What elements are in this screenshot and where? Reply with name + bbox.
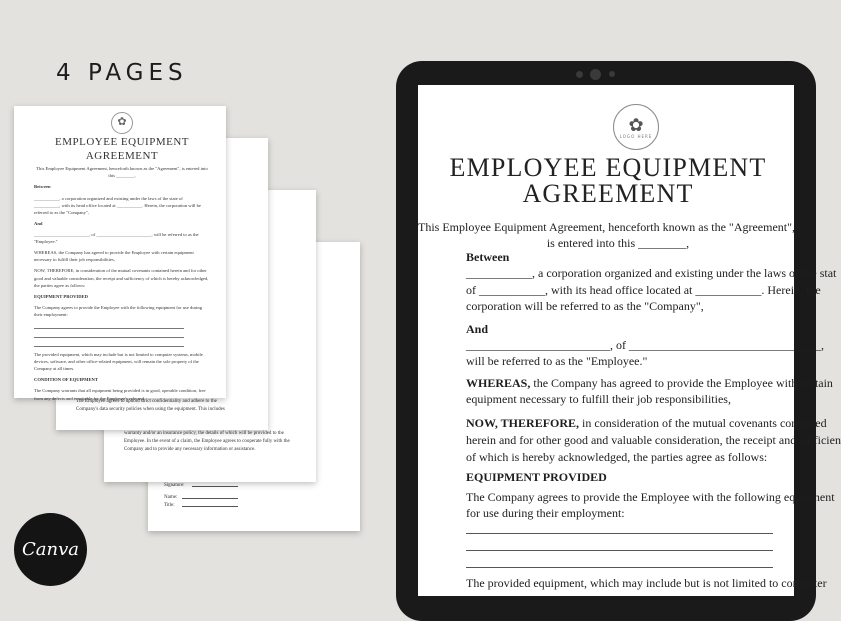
whereas-line-2: equipment necessary to fulfill their job responsibilities, <box>466 392 731 406</box>
document-title-line1: EMPLOYEE EQUIPMENT <box>449 153 767 182</box>
blank-line <box>466 533 773 534</box>
and-heading: And <box>466 322 489 336</box>
whereas-text: the Company has agreed to provide the Employee with certain <box>530 376 833 390</box>
logo-icon: ✿ <box>111 112 133 134</box>
therefore-text: in consideration of the mutual covenants contained <box>579 416 827 430</box>
p1-whereas: WHEREAS, the Company has agreed to provide the Employee with certain equipment necessary to fulfill their job responsibilities, <box>34 250 194 263</box>
headline: 4 PAGES <box>56 60 188 86</box>
therefore-line-3: of which is hereby acknowledged, the parties agree as follows: <box>466 450 768 464</box>
whereas-label: WHEREAS, <box>466 376 531 390</box>
p1-heading-condition: CONDITION OF EQUIPMENT <box>34 377 98 383</box>
p1-final: The provided equipment, which may include but is not limited to computer systems, mobile devices, software, and other office-related equipment, will remain the sole property of the Company at all times. <box>34 352 203 372</box>
provided-line-2: for use during their employment: <box>466 506 625 520</box>
title-label: Title: <box>164 503 175 508</box>
camera-lens-icon <box>590 69 601 80</box>
tablet-screen <box>418 85 841 596</box>
whereas-line-1 <box>466 377 833 389</box>
p1-blank-line <box>34 322 184 329</box>
intro-line-1: This Employee Equipment Agreement, henceforth known as the "Agreement", <box>418 220 796 234</box>
p3-text-2: Employee. In the event of a claim, the Employee agrees to cooperate fully with the <box>124 439 290 444</box>
p1-employee: ________________________, of ________________________, will be referred to as the "Employee." <box>34 231 199 245</box>
p3-text-3: Company and to provide any necessary information or assistance. <box>124 447 256 452</box>
between-heading: Between <box>466 250 510 264</box>
employee-line-1: ________________________, of ________________________________, <box>466 338 824 352</box>
provided-line-1: The Company agrees to provide the Employee with the following equipment <box>466 490 835 504</box>
p3-text-1: warranty and/or an insurance policy, the details of which will be provided to the <box>124 431 284 436</box>
therefore-label: NOW, THEREFORE, <box>466 416 580 430</box>
p1-heading-equipment: EQUIPMENT PROVIDED <box>34 293 88 299</box>
camera-dot-icon <box>576 71 583 78</box>
p2-text-2: Company's data security policies when using the equipment. This includes <box>76 407 225 412</box>
p1-condition: The Company warrants that all equipment being provided is in good, operable condition, free from any defects and is suitable for the Employee's role and <box>34 388 206 401</box>
document-title-line2: AGREEMENT <box>522 179 694 208</box>
p1-company: ___________, a corporation organized and existing under the laws of the state of ___________, with its head office located at ___________. Herein, the corporation will be referred to as the "Company", <box>34 195 201 215</box>
p1-therefore: NOW, THEREFORE, in consideration of the mutual covenants contained herein and for other good and valuable consideration, the receipt and sufficiency of which is hereby acknowledged, the parties agree as follows: <box>34 268 209 288</box>
p1-title-line2: AGREEMENT <box>85 150 159 163</box>
section-heading-equipment: EQUIPMENT PROVIDED <box>466 470 607 484</box>
therefore-line-1 <box>466 417 827 429</box>
flower-icon: ✿ <box>628 114 644 135</box>
blank-line <box>466 567 773 568</box>
signature-line <box>192 486 238 487</box>
company-line-3: corporation will be referred to as the "Company", <box>466 299 704 313</box>
employee-line-2: will be referred to as the "Employee." <box>466 354 648 368</box>
p1-between: Between <box>34 184 51 190</box>
p1-and: And <box>34 220 43 226</box>
p1-provided: The Company agrees to provide the Employee with the following equipment for use during their employment: <box>34 304 203 317</box>
preview-page-1 <box>14 106 226 401</box>
logo-placeholder <box>613 104 659 150</box>
p1-blank-line <box>34 340 184 347</box>
name-line <box>182 498 238 499</box>
blank-line <box>466 550 773 551</box>
intro-line-2: is entered into this ________, <box>546 236 690 250</box>
final-paragraph-line-1: The provided equipment, which may include but is not limited to computer <box>466 576 827 590</box>
therefore-line-2: herein and for other good and valuable consideration, the receipt and sufficien <box>466 433 841 447</box>
p1-blank-line <box>34 331 184 338</box>
name-label: Name: <box>164 495 178 500</box>
company-line-2: of ___________, with its head office located at ___________. Herein, the <box>466 283 821 297</box>
p1-title-line1: EMPLOYEE EQUIPMENT <box>55 136 189 148</box>
sensor-icon <box>609 71 615 77</box>
canva-logo: Canva <box>14 513 87 586</box>
company-line-1: ___________, a corporation organized and existing under the laws of the stat <box>466 266 837 280</box>
p2-text-1: The Employee agrees to uphold strict confidentiality and adhere to the <box>76 399 217 404</box>
title-line <box>182 506 238 507</box>
signature-label: Signature: <box>164 483 185 488</box>
p1-intro: This Employee Equipment Agreement, henceforth known as the "Agreement", is entered into this ________, <box>36 166 208 179</box>
logo-text: LOGO HERE <box>619 133 653 139</box>
